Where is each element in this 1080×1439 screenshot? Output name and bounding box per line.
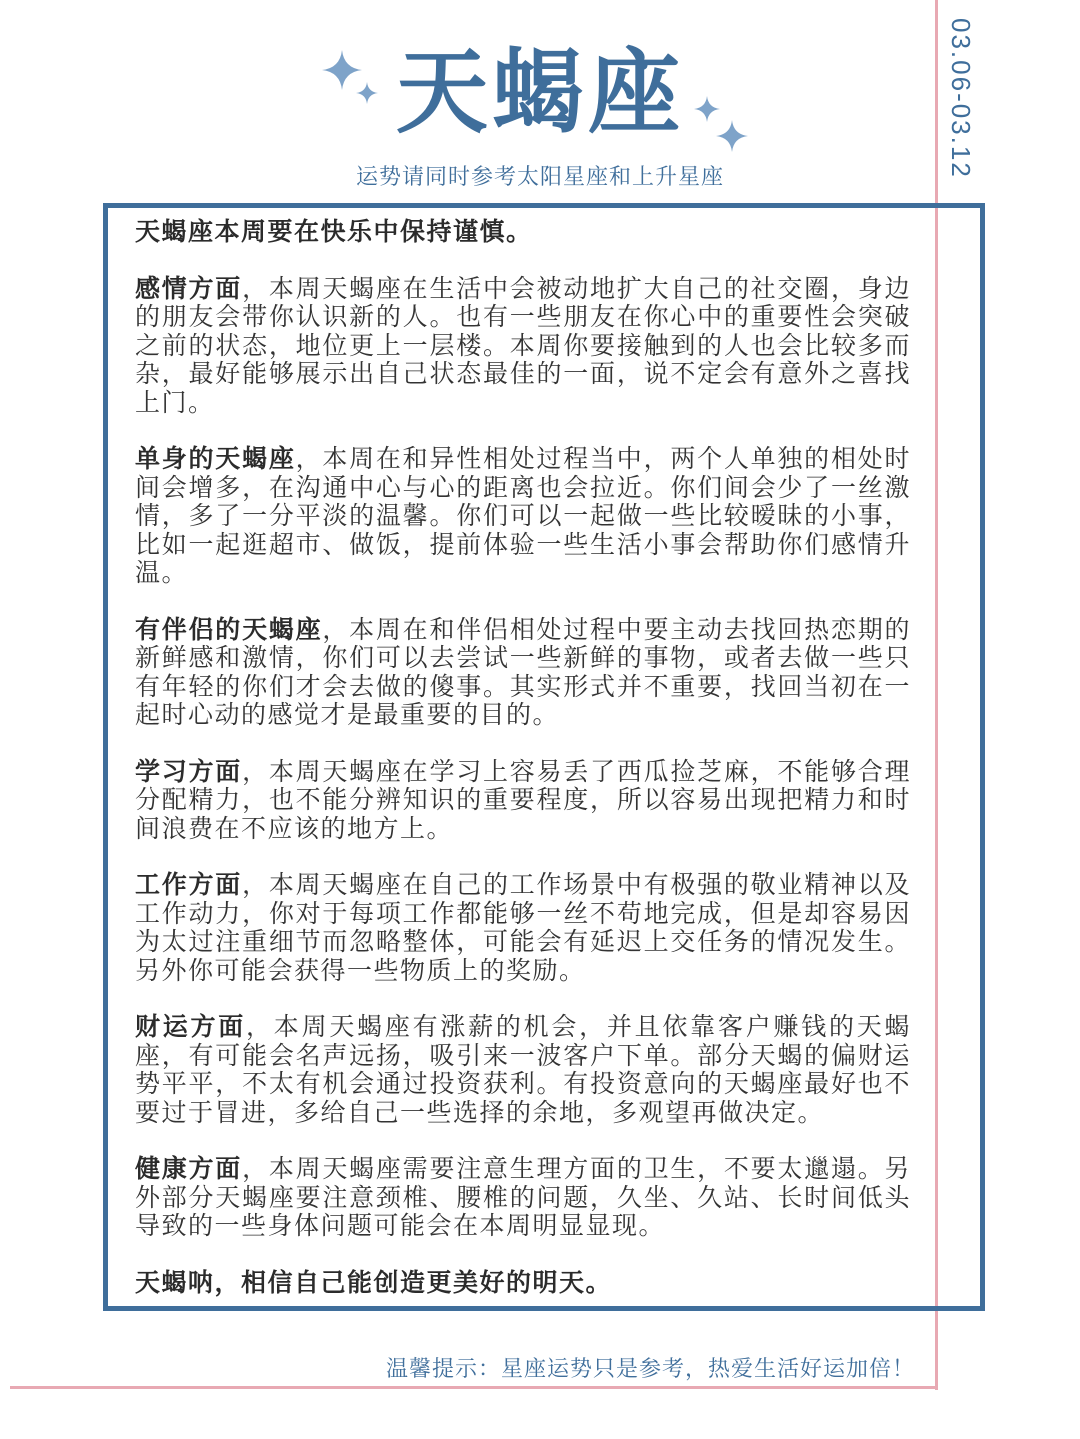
page-subtitle: 运势请同时参考太阳星座和上升星座	[355, 165, 724, 190]
section-text: ，本周天蝎座在生活中会被动地扩大自己的社交圈，身边的朋友会带你认识新的人。也有一些朋友在你心中的重要性会突破之前的状态，地位更上一层楼。本周你要接触到的人也会比较多而杂，最好能够展示出自己状态最佳的一面，说不定会有意外之喜找上门。	[135, 273, 911, 417]
horoscope-content	[135, 218, 911, 1325]
section-work	[135, 871, 911, 985]
section-partnered	[135, 616, 911, 730]
section-text: ，本周天蝎座在自己的工作场景中有极强的敬业精神以及工作动力，你对于每项工作都能够一丝不苟地完成，但是却容易因为太过注重细节而忽略整体，可能会有延迟上交任务的情况发生。另外你可能会获得一些物质上的奖励。	[135, 870, 911, 985]
section-heading: 财运方面	[135, 1012, 247, 1041]
footer-tip: 温馨提示：星座运势只是参考，热爱生活好运加倍！	[385, 1357, 915, 1382]
section-text: ，本周天蝎座有涨薪的机会，并且依靠客户赚钱的天蝎座，有可能会名声远扬，吸引来一波客户下单。部分天蝎的偏财运势平平，不太有机会通过投资获利。有投资意向的天蝎座最好也不要过于冒进，多给自己一些选择的余地，多观望再做决定。	[135, 1012, 911, 1127]
section-wealth	[135, 1013, 911, 1127]
section-text: ，本周在和伴侣相处过程中要主动去找回热恋期的新鲜感和激情，你们可以去尝试一些新鲜的事物，或者去做一些只有年轻的你们才会去做的傻事。其实形式并不重要，找回当初在一起时心动的感觉才是最重要的目的。	[135, 614, 911, 729]
page-title: 天蝎座	[395, 39, 684, 146]
section-heading: 健康方面	[135, 1154, 243, 1183]
closing-line: 天蝎呐，相信自己能创造更美好的明天。	[135, 1267, 613, 1297]
section-study	[135, 758, 911, 844]
section-text: ，本周在和异性相处过程当中，两个人单独的相处时间会增多，在沟通中心与心的距离也会拉近。你们间会少了一丝激情，多了一分平淡的温馨。你们可以一起做一些比较暧昧的小事，比如一起逛超市、做饭，提前体验一些生活小事会帮助你们感情升温。	[135, 444, 911, 587]
section-heading: 工作方面	[135, 870, 243, 899]
pink-frame-horizontal-line	[10, 1386, 938, 1389]
section-single	[135, 445, 911, 588]
section-heading: 感情方面	[135, 273, 243, 303]
date-range: 03.06-03.12	[946, 18, 976, 179]
section-heading: 学习方面	[135, 756, 243, 786]
intro-line: 天蝎座本周要在快乐中保持谨慎。	[135, 217, 533, 246]
section-love	[135, 275, 911, 418]
section-text: ，本周天蝎座在学习上容易丢了西瓜捡芝麻，不能够合理分配精力，也不能分辨知识的重要程度，所以容易出现把精力和时间浪费在不应该的地方上。	[135, 756, 911, 843]
section-heading: 有伴侣的天蝎座	[135, 614, 323, 644]
section-health	[135, 1155, 911, 1241]
section-heading: 单身的天蝎座	[135, 444, 296, 473]
section-text: ，本周天蝎座需要注意生理方面的卫生，不要太邋遢。另外部分天蝎座要注意颈椎、腰椎的问题，久坐、久站、长时间低头导致的一些身体问题可能会在本周明显显现。	[135, 1154, 911, 1240]
